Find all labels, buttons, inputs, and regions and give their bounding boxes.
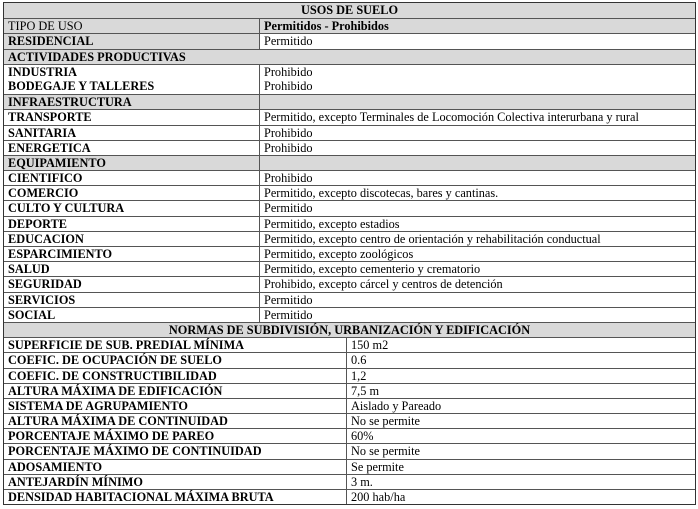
section-row bbox=[4, 94, 695, 109]
row-value: Se permite bbox=[351, 459, 404, 474]
row-value: 200 hab/ha bbox=[351, 490, 406, 504]
row-label: PORCENTAJE MÁXIMO DE PAREO bbox=[4, 429, 347, 443]
row-value: Permitido bbox=[264, 292, 313, 307]
row-label: COEFIC. DE OCUPACIÓN DE SUELO bbox=[4, 353, 347, 367]
row-value: Permitido bbox=[260, 34, 695, 48]
row-value: No se permite bbox=[351, 444, 420, 459]
row-value: Permitido, excepto Terminales de Locomoción Colectiva interurbana y rural bbox=[264, 110, 639, 125]
table-row bbox=[4, 261, 695, 276]
section-label: INFRAESTRUCTURA bbox=[4, 95, 260, 109]
row-label: CIENTIFICO bbox=[4, 171, 260, 185]
row-label: PORCENTAJE MÁXIMO DE CONTINUIDAD bbox=[4, 444, 347, 458]
row-label: INDUSTRIA bbox=[4, 65, 260, 79]
row-label: SUPERFICIE DE SUB. PREDIAL MÍNIMA bbox=[4, 338, 347, 352]
row-value: Prohibido bbox=[264, 78, 313, 93]
row-value: 150 m2 bbox=[351, 338, 389, 353]
row-label: DENSIDAD HABITACIONAL MÁXIMA BRUTA bbox=[4, 490, 347, 504]
row-label: ADOSAMIENTO bbox=[4, 460, 347, 474]
row-label: COMERCIO bbox=[4, 186, 260, 200]
header-tipo: TIPO DE USO bbox=[4, 19, 260, 33]
header-permitidos: Permitidos - Prohibidos bbox=[264, 19, 389, 34]
table-row bbox=[4, 307, 695, 322]
row-value: 60% bbox=[351, 429, 374, 444]
row-label: ANTEJARDÍN MÍNIMO bbox=[4, 475, 347, 489]
row-label: DEPORTE bbox=[4, 217, 260, 231]
row-value: Permitido bbox=[264, 201, 313, 216]
section-label: ACTIVIDADES PRODUCTIVAS bbox=[8, 49, 186, 64]
table-row bbox=[4, 489, 695, 504]
row-value: Aislado y Pareado bbox=[351, 398, 442, 413]
row-label: SALUD bbox=[4, 262, 260, 276]
row-value: Prohibido bbox=[264, 125, 313, 140]
row-label: ALTURA MÁXIMA DE CONTINUIDAD bbox=[4, 414, 347, 428]
table-row bbox=[4, 368, 695, 383]
table-row bbox=[4, 398, 695, 413]
row-label: SERVICIOS bbox=[4, 293, 260, 307]
table-row bbox=[4, 170, 695, 185]
table-row bbox=[4, 337, 695, 352]
row-value: Permitido, excepto centro de orientación y rehabilitación conductual bbox=[264, 231, 601, 246]
table-row bbox=[4, 200, 695, 215]
row-value: Permitido, excepto discotecas, bares y cantinas. bbox=[264, 186, 499, 201]
table-row bbox=[4, 459, 695, 474]
usos-header-row bbox=[4, 18, 695, 33]
table-row bbox=[4, 64, 695, 79]
row-value: No se permite bbox=[351, 414, 420, 429]
row-label: SOCIAL bbox=[4, 308, 260, 322]
row-label: TRANSPORTE bbox=[4, 110, 260, 124]
row-label: SEGURIDAD bbox=[4, 277, 260, 291]
table-row bbox=[4, 276, 695, 291]
row-label: CULTO Y CULTURA bbox=[4, 201, 260, 215]
table-row bbox=[4, 474, 695, 489]
row-value bbox=[260, 95, 695, 109]
table-row bbox=[4, 185, 695, 200]
normas-title: NORMAS DE SUBDIVISIÓN, URBANIZACIÓN Y EDIFICACIÓN bbox=[168, 322, 531, 337]
table-row bbox=[4, 428, 695, 443]
table-row bbox=[4, 292, 695, 307]
row-label: EDUCACION bbox=[4, 232, 260, 246]
row-label: ENERGETICA bbox=[4, 141, 260, 155]
row-value: 0.6 bbox=[351, 353, 367, 368]
row-value bbox=[260, 50, 695, 64]
table-row bbox=[4, 140, 695, 155]
row-value: 3 m. bbox=[351, 474, 373, 489]
table-row bbox=[4, 79, 695, 94]
row-label: COEFIC. DE CONSTRUCTIBILIDAD bbox=[4, 369, 347, 383]
section-row bbox=[4, 49, 695, 64]
normas-title-row bbox=[4, 322, 695, 337]
land-use-table bbox=[3, 2, 696, 505]
row-label: BODEGAJE Y TALLERES bbox=[4, 79, 260, 94]
row-value bbox=[260, 156, 695, 170]
table-row bbox=[4, 352, 695, 367]
row-value: Prohibido bbox=[264, 171, 313, 186]
row-label: RESIDENCIAL bbox=[4, 34, 260, 48]
table-row bbox=[4, 413, 695, 428]
usos-title-row bbox=[4, 3, 695, 18]
table-row bbox=[4, 231, 695, 246]
section-label: EQUIPAMIENTO bbox=[4, 156, 260, 170]
table-row bbox=[4, 383, 695, 398]
row-value: 7,5 m bbox=[351, 383, 380, 398]
row-value: Prohibido bbox=[264, 64, 313, 79]
row-value: Permitido, excepto cementerio y crematorio bbox=[264, 262, 481, 277]
table-row bbox=[4, 216, 695, 231]
table-row bbox=[4, 246, 695, 261]
row-label: SANITARIA bbox=[4, 126, 260, 140]
row-label: SISTEMA DE AGRUPAMIENTO bbox=[4, 399, 347, 413]
row-value: Prohibido, excepto cárcel y centros de detención bbox=[264, 277, 503, 292]
row-label: ESPARCIMIENTO bbox=[4, 247, 260, 261]
table-row bbox=[4, 125, 695, 140]
table-row bbox=[4, 33, 695, 48]
row-value: 1,2 bbox=[351, 368, 367, 383]
row-value: Permitido, excepto estadios bbox=[264, 216, 400, 231]
section-row bbox=[4, 155, 695, 170]
row-value: Permitido bbox=[264, 307, 313, 322]
row-value: Permitido, excepto zoológicos bbox=[264, 247, 414, 261]
usos-title: USOS DE SUELO bbox=[300, 3, 399, 17]
table-row bbox=[4, 443, 695, 458]
row-label: ALTURA MÁXIMA DE EDIFICACIÓN bbox=[4, 384, 347, 398]
row-value: Prohibido bbox=[264, 140, 313, 155]
table-row bbox=[4, 109, 695, 124]
